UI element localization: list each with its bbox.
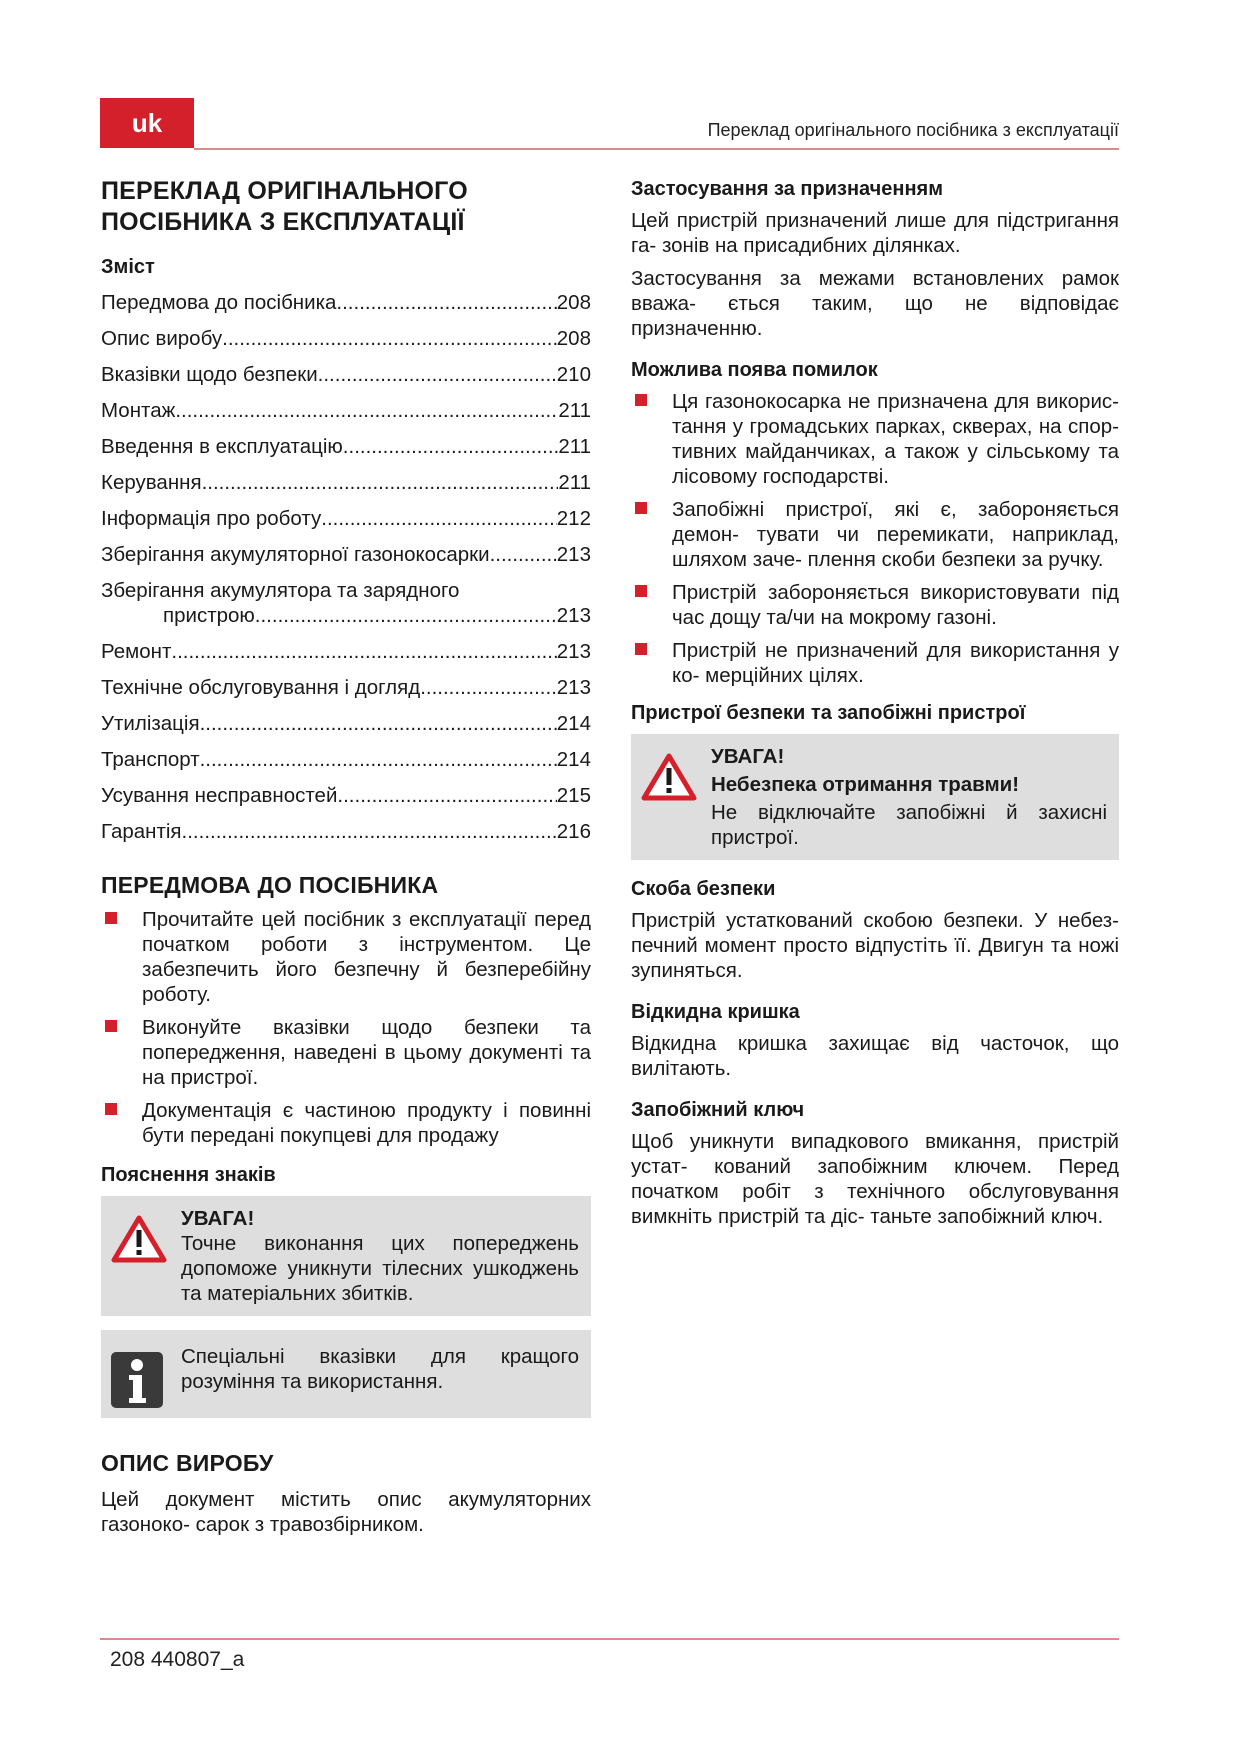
list-item: Виконуйте вказівки щодо безпеки та попередження, наведені в цьому документі та на пристрої. <box>101 1015 591 1090</box>
toc-entry[interactable]: Введення в експлуатацію ..... 211 <box>101 434 591 459</box>
foreword-list <box>101 907 591 1148</box>
toc-entry[interactable]: Технічне обслуговування і догляд ..... 213 <box>101 675 591 700</box>
bullet-square-icon <box>635 394 647 406</box>
footer-divider <box>100 1638 1119 1640</box>
bullet-square-icon <box>635 502 647 514</box>
toc-entry[interactable]: Утилізація ..... 214 <box>101 711 591 736</box>
bullet-square-icon <box>105 1103 117 1115</box>
foreword-heading: ПЕРЕДМОВА ДО ПОСІБНИКА <box>101 872 439 898</box>
cover-text: Відкидна кришка захищає від часточок, що вилітають. <box>631 1032 1119 1080</box>
cover-heading: Відкидна кришка <box>631 1001 800 1023</box>
list-item: Прочитайте цей посібник з експлуатації перед початком роботи з інструментом. Це забезпечить його безпечну й безперебійну роботу. <box>101 907 591 1007</box>
list-item: Запобіжні пристрої, які є, забороняється демон- тувати чи перемикати, наприклад, шляхом заче- плення скоби безпеки за ручку. <box>631 497 1119 572</box>
warning-triangle-icon <box>111 1206 167 1306</box>
bullet-square-icon <box>105 1020 117 1032</box>
toc-entry[interactable]: Вказівки щодо безпеки ..... 210 <box>101 362 591 387</box>
main-title-line2: ПОСІБНИКА З ЕКСПЛУАТАЦІЇ <box>101 208 465 236</box>
page-footer: 208 440807_a <box>110 1648 245 1671</box>
main-title-line1: ПЕРЕКЛАД ОРИГІНАЛЬНОГО <box>101 177 468 205</box>
intended-use-text-1: Цей пристрій призначений лише для підстригання га- зонів на присадибних ділянках. <box>631 209 1119 257</box>
errors-list <box>631 389 1119 688</box>
bullet-square-icon <box>635 585 647 597</box>
toc-entry[interactable]: Гарантія ..... 216 <box>101 819 591 844</box>
toc-entry[interactable]: Усування несправностей ..... 215 <box>101 783 591 808</box>
list-item: Документація є частиною продукту і повинні бути передані покупцеві для продажу <box>101 1098 591 1148</box>
bullet-square-icon <box>635 643 647 655</box>
toc-entry[interactable]: Транспорт ..... 214 <box>101 747 591 772</box>
running-header: Переклад оригінального посібника з експлуатації <box>707 120 1119 140</box>
safety-devices-heading: Пристрої безпеки та запобіжні пристрої <box>631 702 1026 724</box>
warning-text: Точне виконання цих попереджень допоможе уникнути тілесних ушкоджень та матеріальних збитків. <box>181 1232 579 1305</box>
safety-bracket-text: Пристрій устаткований скобою безпеки. У небез- печний момент просто відпустіть її. Двигун та ножі зупиняться. <box>631 909 1119 982</box>
main-title <box>101 176 591 238</box>
toc-entry[interactable]: Монтаж ..... 211 <box>101 398 591 423</box>
warning-text: Не відключайте запобіжні й захисні пристрої. <box>711 801 1107 849</box>
intended-use-text-2: Застосування за межами встановлених рамок вважа- ється таким, що не відповідає призначенню. <box>631 267 1119 340</box>
warning-notice <box>631 734 1119 860</box>
safety-bracket-heading: Скоба безпеки <box>631 878 776 900</box>
errors-heading: Можлива поява помилок <box>631 359 878 381</box>
toc-entry[interactable]: Інформація про роботу ..... 212 <box>101 506 591 531</box>
product-heading: ОПИС ВИРОБУ <box>101 1450 274 1476</box>
signs-heading: Пояснення знаків <box>101 1164 276 1186</box>
toc-entry[interactable]: Зберігання акумулятора та зарядного пристрою ..... 213 <box>101 578 591 628</box>
warning-notice <box>101 1196 591 1316</box>
info-text: Спеціальні вказівки для кращого розуміння та використання. <box>181 1345 579 1393</box>
toc-entry[interactable]: Ремонт ..... 213 <box>101 639 591 664</box>
warning-triangle-icon <box>641 744 697 850</box>
language-tab: uk <box>100 98 194 148</box>
warning-title: УВАГА! <box>711 745 785 768</box>
toc-title: Зміст <box>101 256 155 278</box>
safety-key-text: Щоб уникнути випадкового вмикання, пристрій устат- кований запобіжним ключем. Перед початком робіт з технічного обслуговування вимкніть пристрій та діс- таньте запобіжний ключ. <box>631 1130 1119 1228</box>
info-notice <box>101 1330 591 1418</box>
toc-entry[interactable]: Опис виробу ..... 208 <box>101 326 591 351</box>
toc-entry[interactable]: Керування ..... 211 <box>101 470 591 495</box>
intended-use-heading: Застосування за призначенням <box>631 178 944 200</box>
safety-key-heading: Запобіжний ключ <box>631 1099 805 1121</box>
left-column <box>101 176 591 1537</box>
toc-entry[interactable]: Зберігання акумуляторної газонокосарки ..... 213 <box>101 542 591 567</box>
list-item: Пристрій забороняється використовувати під час дощу та/чи на мокрому газоні. <box>631 580 1119 630</box>
right-column <box>631 176 1119 1229</box>
list-item: Ця газонокосарка не призначена для викорис- тання у громадських парках, скверах, на спор- тивних майданчиках, а також у сільському та лісовому господарстві. <box>631 389 1119 489</box>
header-divider <box>194 148 1119 150</box>
warning-subtitle: Небезпека отримання травми! <box>711 773 1020 796</box>
warning-title: УВАГА! <box>181 1207 255 1230</box>
info-icon <box>111 1340 167 1408</box>
bullet-square-icon <box>105 912 117 924</box>
table-of-contents <box>101 290 591 844</box>
product-text: Цей документ містить опис акумуляторних газоноко- сарок з травозбірником. <box>101 1488 591 1536</box>
list-item: Пристрій не призначений для використання у ко- мерційних цілях. <box>631 638 1119 688</box>
toc-entry[interactable]: Передмова до посібника ..... 208 <box>101 290 591 315</box>
